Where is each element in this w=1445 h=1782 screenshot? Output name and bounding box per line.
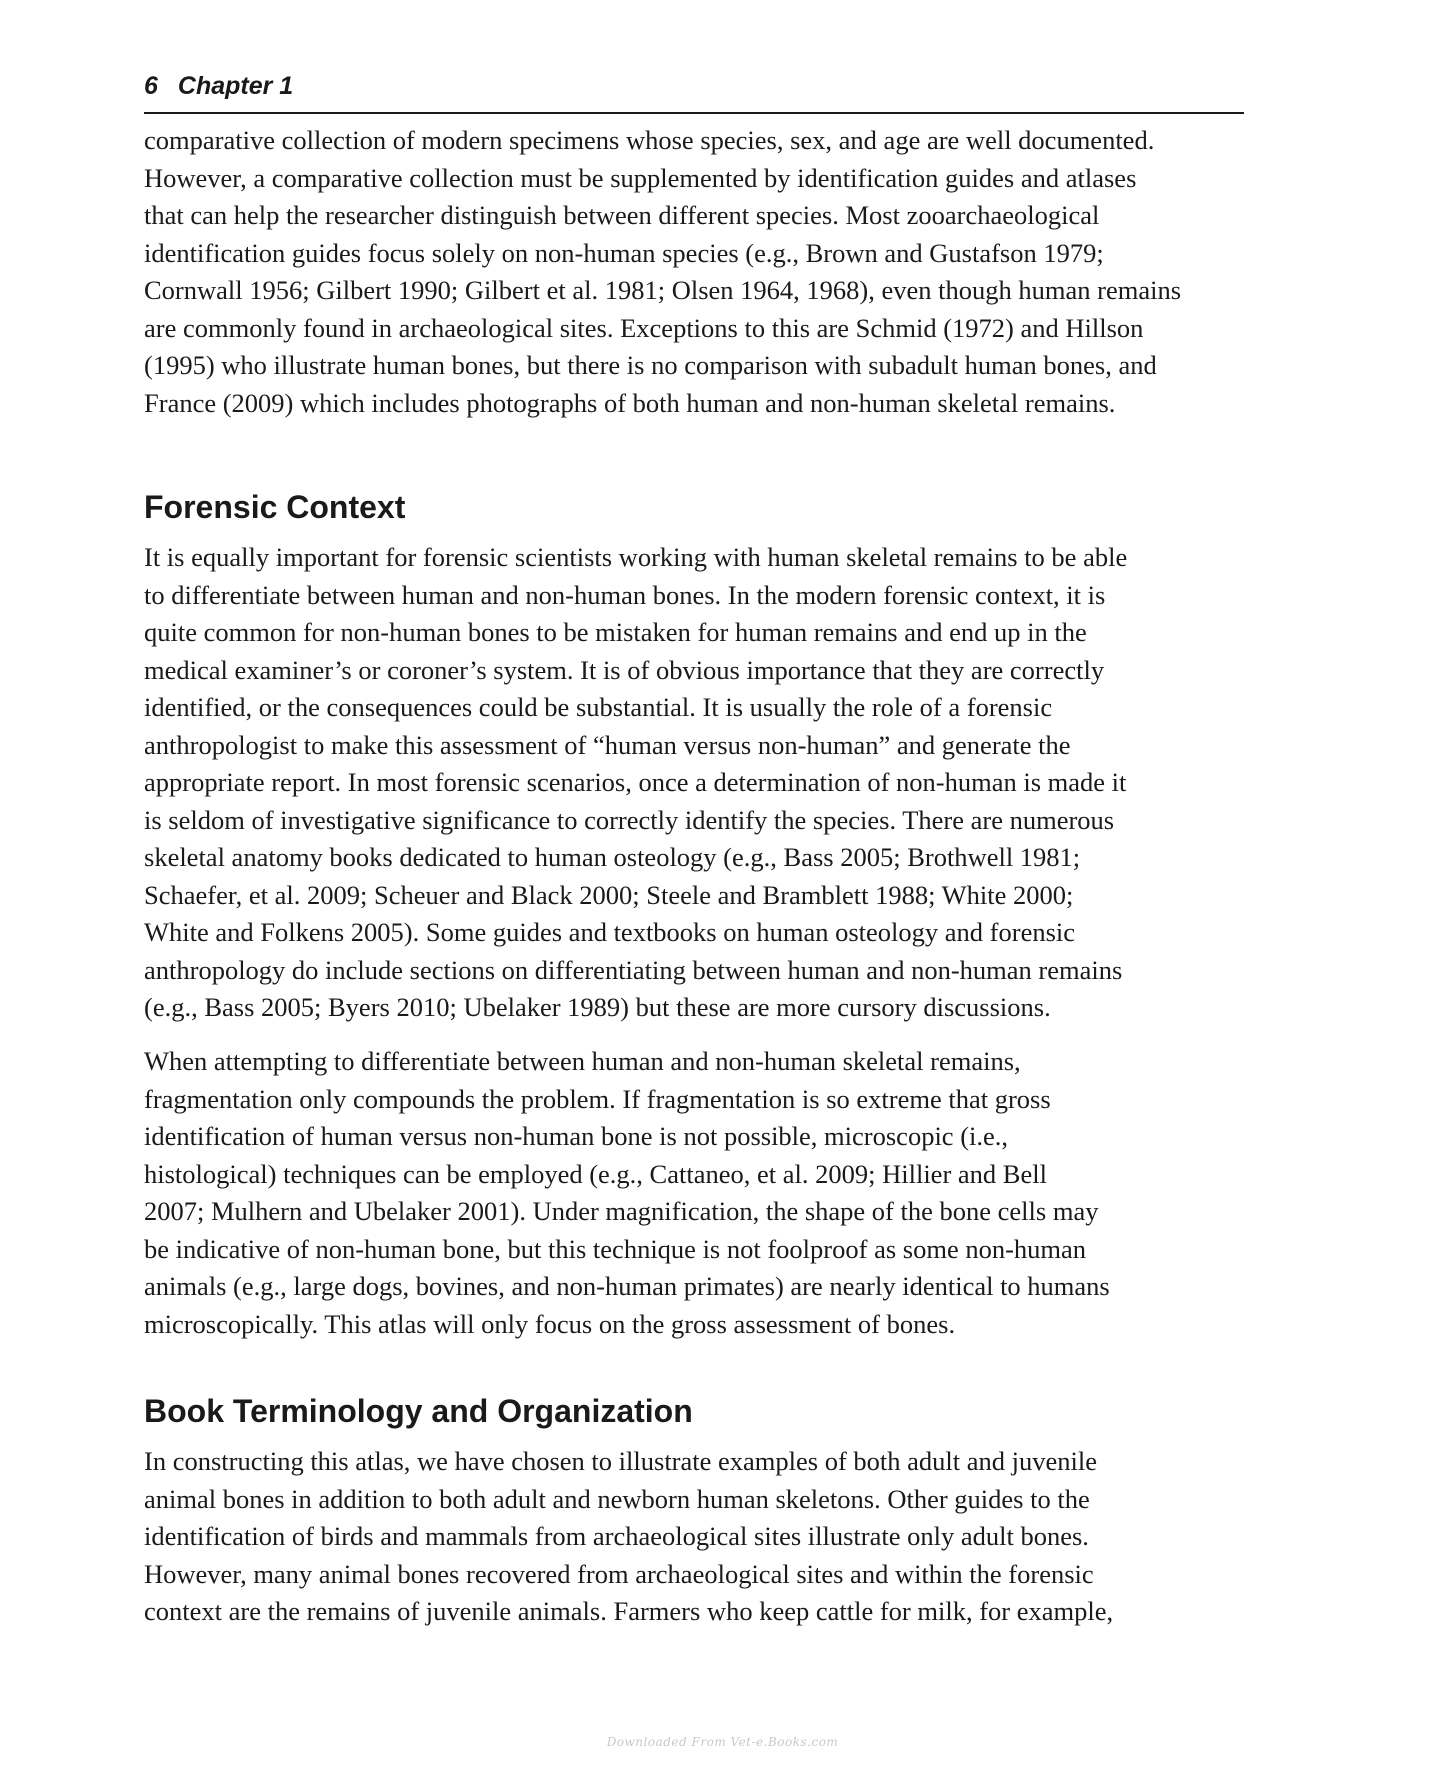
watermark: Downloaded From Vet-e.Books.com bbox=[606, 1735, 839, 1749]
text-line: comparative collection of modern specimens whose species, sex, and age are well documented. bbox=[144, 125, 1155, 155]
text-line: quite common for non-human bones to be mistaken for human remains and end up in the bbox=[144, 617, 1087, 647]
text-line: Cornwall 1956; Gilbert 1990; Gilbert et al. 1981; Olsen 1964, 1968), even though human remains bbox=[144, 275, 1182, 305]
text-line: 2007; Mulhern and Ubelaker 2001). Under magnification, the shape of the bone cells may bbox=[144, 1196, 1099, 1226]
text-line: are commonly found in archaeological sites. Exceptions to this are Schmid (1972) and Hillson bbox=[144, 312, 1144, 343]
text-line: It is equally important for forensic scientists working with human skeletal remains to be able bbox=[144, 542, 1128, 572]
running-head bbox=[144, 68, 1244, 114]
text-line: medical examiner’s or coroner’s system. It is of obvious importance that they are correctly bbox=[144, 654, 1105, 685]
text-line: identification of human versus non-human bone is not possible, microscopic (i.e., bbox=[144, 1121, 1009, 1151]
paragraph-forensic-context bbox=[144, 539, 1244, 1027]
text-line: White and Folkens 2005). Some guides and textbooks on human osteology and forensic bbox=[144, 917, 1076, 947]
text-line: identification of birds and mammals from archaeological sites illustrate only adult bones. bbox=[144, 1521, 1089, 1551]
text-line: animals (e.g., large dogs, bovines, and non-human primates) are nearly identical to humans bbox=[144, 1271, 1110, 1301]
text-line: identification guides focus solely on non-human species (e.g., Brown and Gustafson 1979; bbox=[144, 237, 1104, 268]
text-line: However, a comparative collection must be supplemented by identification guides and atlases bbox=[144, 162, 1137, 193]
text-line: to differentiate between human and non-human bones. In the modern forensic context, it is bbox=[144, 579, 1106, 610]
paragraph-book-terminology bbox=[144, 1443, 1244, 1631]
page-number: 6 bbox=[144, 72, 158, 100]
text-line: In constructing this atlas, we have chosen to illustrate examples of both adult and juvenile bbox=[144, 1446, 1098, 1476]
text-line: microscopically. This atlas will only focus on the gross assessment of bones. bbox=[144, 1308, 956, 1339]
text-line: Schaefer, et al. 2009; Scheuer and Black 2000; Steele and Bramblett 1988; White 2000; bbox=[144, 879, 1074, 910]
text-line: France (2009) which includes photographs of both human and non-human skeletal remains. bbox=[144, 387, 1116, 418]
text-line: is seldom of investigative significance to correctly identify the species. There are numerous bbox=[144, 804, 1115, 835]
text-line: be indicative of non-human bone, but this technique is not foolproof as some non-human bbox=[144, 1233, 1087, 1264]
paragraph-fragmentation bbox=[144, 1043, 1244, 1343]
paragraph-comparative-collection bbox=[144, 122, 1244, 422]
text-line: that can help the researcher distinguish between different species. Most zooarchaeological bbox=[144, 200, 1100, 230]
text-line: anthropology do include sections on differentiating between human and non-human remains bbox=[144, 954, 1123, 985]
text-line: However, many animal bones recovered from archaeological sites and within the forensic bbox=[144, 1558, 1094, 1589]
text-line: histological) techniques can be employed (e.g., Cattaneo, et al. 2009; Hillier and Bell bbox=[144, 1158, 1047, 1189]
text-line: (e.g., Bass 2005; Byers 2010; Ubelaker 1989) but these are more cursory discussions. bbox=[144, 992, 1051, 1022]
heading-book-terminology: Book Terminology and Organization bbox=[144, 1393, 693, 1429]
text-line: identified, or the consequences could be substantial. It is usually the role of a forensic bbox=[144, 692, 1053, 722]
text-line: anthropologist to make this assessment of “human versus non-human” and generate the bbox=[144, 729, 1071, 760]
chapter-label: Chapter 1 bbox=[177, 72, 294, 100]
text-line: When attempting to differentiate between human and non-human skeletal remains, bbox=[144, 1046, 1021, 1076]
text-line: context are the remains of juvenile animals. Farmers who keep cattle for milk, for example, bbox=[144, 1596, 1114, 1626]
text-line: fragmentation only compounds the problem. If fragmentation is so extreme that gross bbox=[144, 1083, 1051, 1114]
text-line: appropriate report. In most forensic scenarios, once a determination of non-human is made it bbox=[144, 767, 1127, 797]
text-line: skeletal anatomy books dedicated to human osteology (e.g., Bass 2005; Brothwell 1981; bbox=[144, 842, 1081, 872]
text-line: animal bones in addition to both adult and newborn human skeletons. Other guides to the bbox=[144, 1483, 1090, 1514]
heading-forensic-context: Forensic Context bbox=[144, 489, 406, 525]
text-line: (1995) who illustrate human bones, but there is no comparison with subadult human bones, and bbox=[144, 350, 1157, 380]
